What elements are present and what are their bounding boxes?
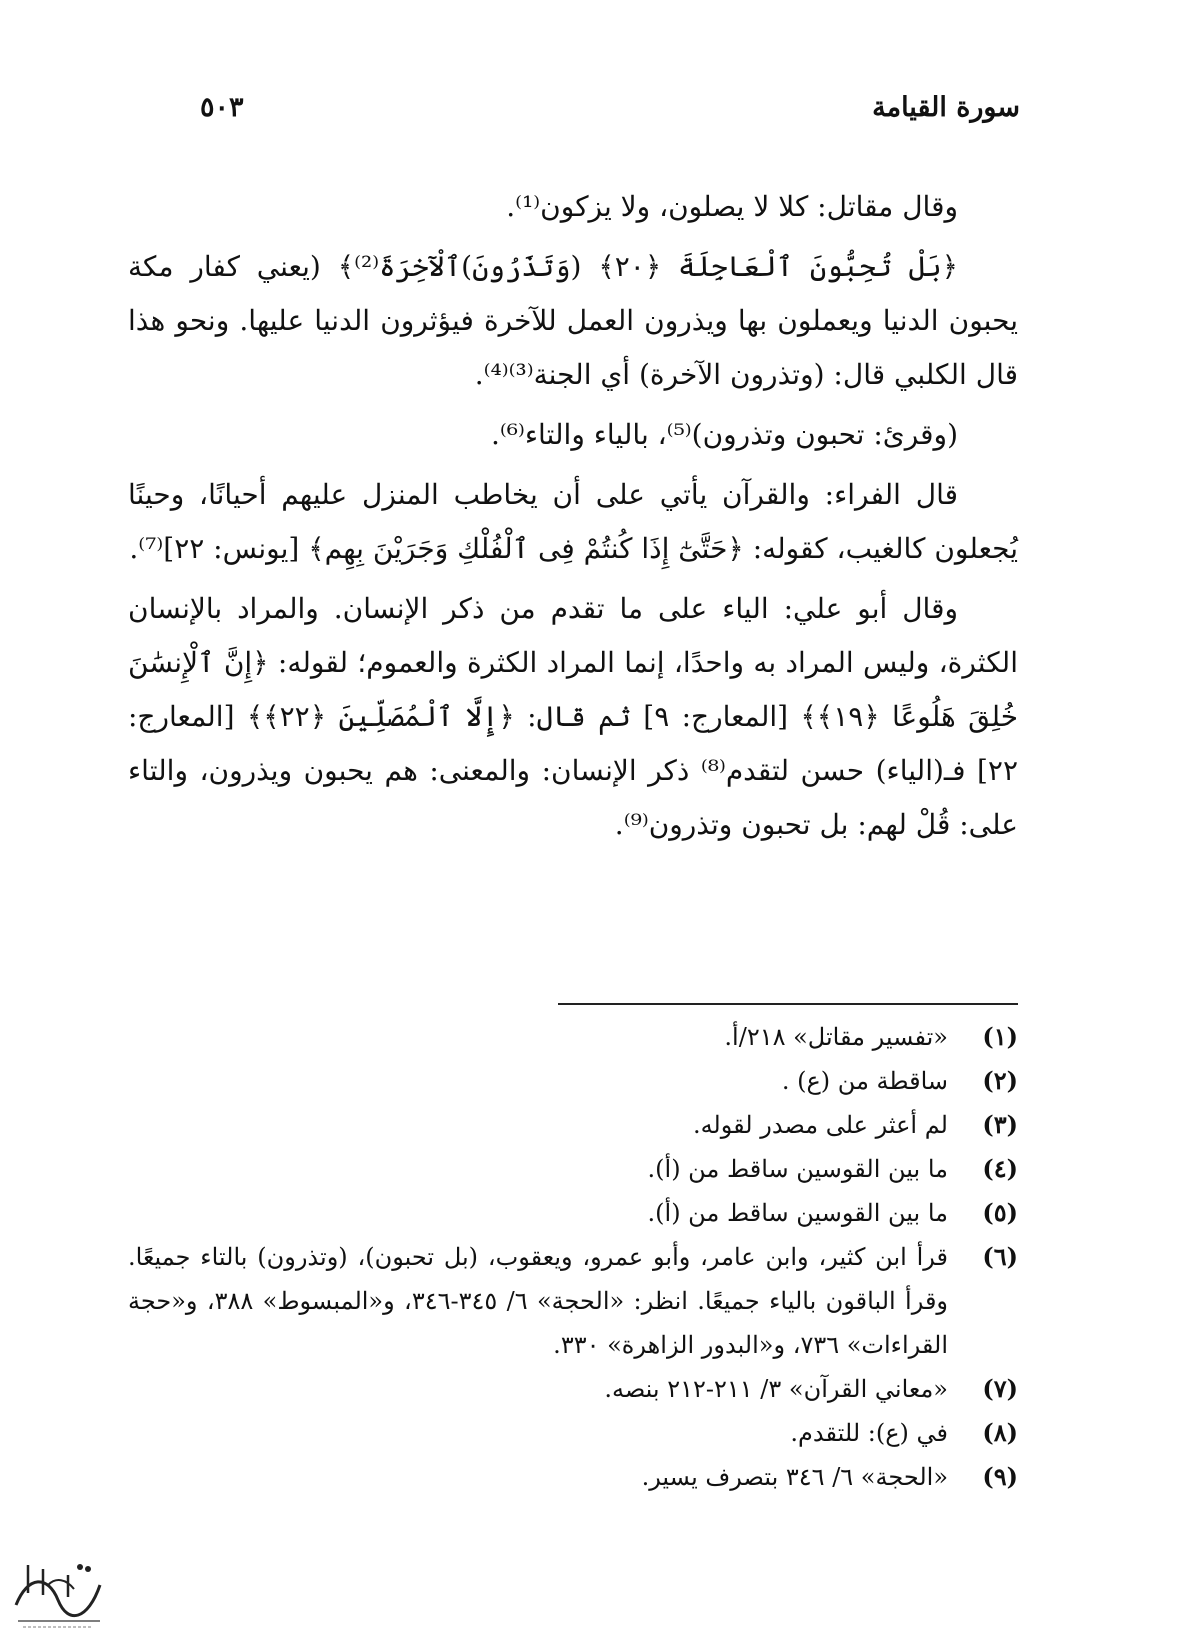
page-header <box>200 92 1020 142</box>
footnote-number: (٩) <box>982 1462 1018 1491</box>
footnote-1 <box>128 1015 1018 1059</box>
footnote-number: (٥) <box>982 1198 1018 1227</box>
paragraph-1: وقال مقاتل: كلا لا يصلون، ولا يزكون⁽¹⁾. <box>506 190 958 223</box>
footnote-6 <box>128 1235 1018 1367</box>
publisher-stamp-logo <box>8 1545 108 1635</box>
footnote-number: (٨) <box>982 1418 1018 1447</box>
footnote-7 <box>128 1367 1018 1411</box>
footnote-8 <box>128 1411 1018 1455</box>
footnote-number: (٢) <box>982 1066 1018 1095</box>
footnote-text: ما بين القوسين ساقط من (أ). <box>647 1199 948 1227</box>
page-number: ٥٠٣ <box>200 92 244 123</box>
paragraph-5: وقال أبو علي: الياء على ما تقدم من ذكر الإنسان. والمراد بالإنسان الكثرة، وليس المراد به واحدًا، إنما المراد الكثرة والعموم؛ لقوله: ﴿إِنَّ ٱلْإِنسَٰنَ خُلِقَ هَلُوعًا ﴿١٩﴾﴾ [المعارج: ٩] ثم قال: ﴿إِلَّا ٱلْمُصَلِّينَ ﴿٢٢﴾﴾ [المعارج: ٢٢] فـ(الياء) حسن لتقدم⁽⁸⁾ ذكر الإنسان: والمعنى: هم يحبون ويذرون، والتاء على: قُلْ لهم: بل تحبون وتذرون⁽⁹⁾. <box>128 592 1019 841</box>
footnote-number: (١) <box>982 1022 1018 1051</box>
paragraph-4: قال الفراء: والقرآن يأتي على أن يخاطب المنزل عليهم أحيانًا، وحينًا يُجعلون كالغيب، كقوله: ﴿حَتَّىٰٓ إِذَا كُنتُمْ فِى ٱلْفُلْكِ وَجَرَيْنَ بِهِم﴾ [يونس: ٢٢]⁽⁷⁾. <box>128 478 1018 565</box>
footnote-4 <box>128 1147 1018 1191</box>
footnote-number: (٤) <box>982 1154 1018 1183</box>
footnote-number: (٦) <box>982 1242 1018 1271</box>
footnote-text: قرأ ابن كثير، وابن عامر، وأبو عمرو، ويعقوب، (بل تحبون)، (وتذرون) بالتاء جميعًا. وقرأ الباقون بالياء جميعًا. انظر: «الحجة» ٦/ ٣٤٥-٣٤٦، و«المبسوط» ٣٨٨، و«حجة القراءات» ٧٣٦، و«البدور الزاهرة» ٣٣٠. <box>128 1243 949 1359</box>
footnote-text: ما بين القوسين ساقط من (أ). <box>647 1155 948 1183</box>
paragraph-3: (وقرئ: تحبون وتذرون)⁽⁵⁾، بالياء والتاء⁽⁶⁾. <box>490 418 958 451</box>
footnote-text: «تفسير مقاتل» ٢١٨/أ. <box>724 1023 948 1051</box>
footnote-number: (٣) <box>982 1110 1018 1139</box>
footnote-text: ساقطة من (ع) . <box>781 1067 948 1095</box>
footnote-divider <box>558 1003 1018 1005</box>
footnotes <box>128 1015 1018 1499</box>
footnote-5 <box>128 1191 1018 1235</box>
footnote-text: «معاني القرآن» ٣/ ٢١١-٢١٢ بنصه. <box>604 1375 948 1403</box>
footnote-3 <box>128 1103 1018 1147</box>
footnote-text: في (ع): للتقدم. <box>790 1419 948 1447</box>
footnote-text: «الحجة» ٦/ ٣٤٦ بتصرف يسير. <box>641 1463 948 1491</box>
footnote-9 <box>128 1455 1018 1499</box>
footnote-number: (٧) <box>982 1374 1018 1403</box>
footnote-text: لم أعثر على مصدر لقوله. <box>692 1111 948 1139</box>
main-text <box>128 180 1018 858</box>
surah-title: سورة القيامة <box>872 92 1020 123</box>
footnote-2 <box>128 1059 1018 1103</box>
paragraph-2: ﴿بَلْ تُحِبُّونَ ٱلْعَاجِلَةَ ﴿٢٠﴾ (وَتَذَرُونَ)ٱلْآخِرَةَ⁽²⁾﴾ (يعني كفار مكة يحبون الدنيا ويعملون بها ويذرون العمل للآخرة فيؤثرون الدنيا عليها. ونحو هذا قال الكلبي قال: (وتذرون الآخرة) أي الجنة⁽³⁾⁽⁴⁾. <box>128 250 1018 391</box>
